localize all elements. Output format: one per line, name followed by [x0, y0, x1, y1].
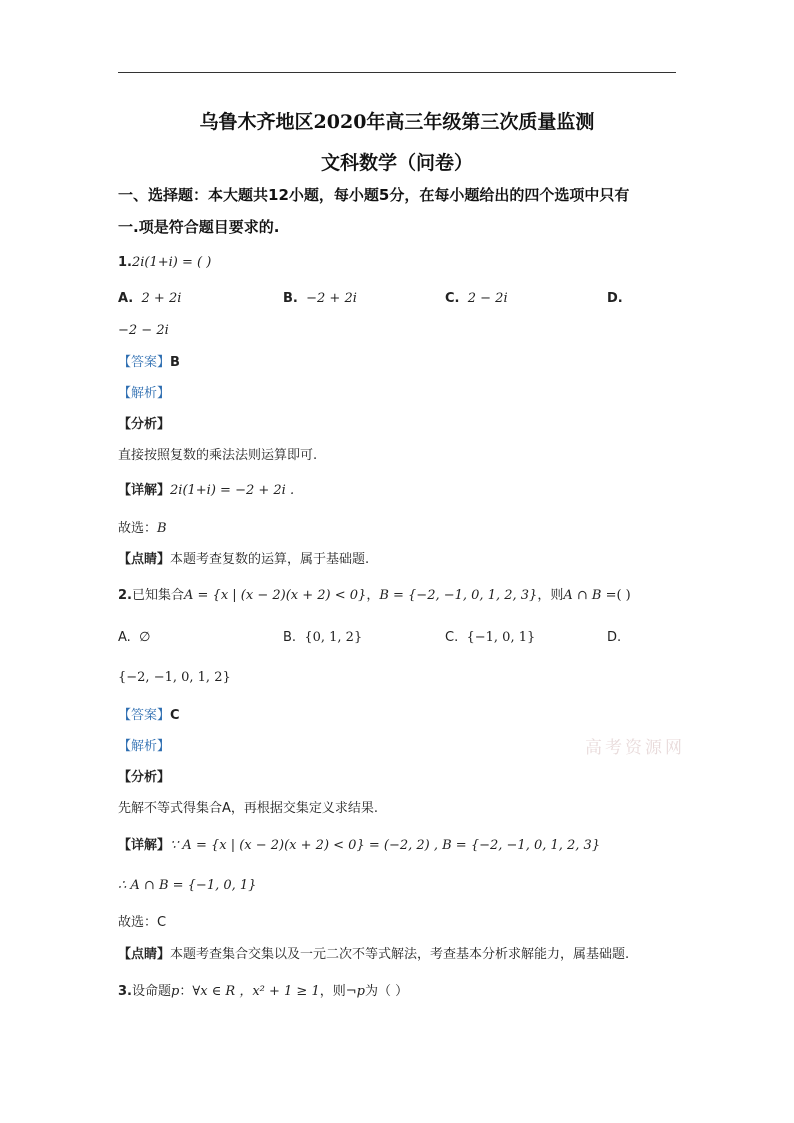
choose-value: C: [157, 915, 167, 930]
q1-fenxi-label: 【分析】: [118, 417, 171, 432]
q1-option-d-value: [118, 322, 169, 340]
stem-suffix: ，则: [319, 984, 346, 999]
header-rule: [118, 72, 676, 73]
q1-choose: [118, 520, 167, 538]
section-heading-line1: 一、选择题：本大题共12小题，每小题5分，在每小题给出的四个选项中只有: [118, 186, 630, 204]
stem-end: 为（ ）: [364, 984, 409, 999]
stem-negation: ¬p: [345, 984, 365, 999]
choose-label: 故选：: [118, 521, 158, 536]
answer-value: C: [170, 708, 180, 723]
stem-question: A ∩ B =: [563, 588, 617, 603]
option-value: −2 − 2i: [118, 323, 169, 338]
detail-math: ∵ A = {x | (x − 2)(x + 2) < 0} = (−2, 2) , B = {−2, −1, 0, 1, 2, 3}: [170, 838, 601, 853]
option-label: A.: [118, 630, 131, 645]
question-3: [118, 983, 408, 1001]
stem-sep: ，: [366, 588, 380, 603]
stem-set-a: A = {x | (x − 2)(x + 2) < 0}: [184, 588, 367, 603]
detail-label: 【详解】: [118, 483, 171, 498]
question-number: 1.: [118, 255, 132, 270]
answer-label: 【答案】: [118, 355, 171, 370]
review-text: 本题考查复数的运算，属于基础题.: [170, 552, 370, 567]
option-value: 2 + 2i: [141, 291, 182, 306]
option-label: A.: [118, 291, 134, 306]
q2-review: [118, 946, 629, 964]
stem-paren: ( ): [616, 588, 631, 603]
question-1: [118, 254, 211, 272]
stem-prefix: 已知集合: [131, 588, 184, 603]
q2-option-d: [607, 629, 621, 647]
review-label: 【点睛】: [118, 947, 171, 962]
q1-fenxi-text: 直接按照复数的乘法法则运算即可.: [118, 448, 318, 463]
q2-detail-line2: [118, 877, 256, 895]
q2-option-b: [283, 629, 362, 647]
detail-math: 2i(1+i) = −2 + 2i .: [170, 483, 295, 498]
question-stem: 2i(1+i) = ( ): [131, 255, 212, 270]
stem-suffix: ，则: [537, 588, 564, 603]
q1-option-a: [118, 290, 181, 308]
q2-option-c: [445, 629, 535, 647]
option-value: 2 − 2i: [467, 291, 508, 306]
question-number: 2.: [118, 588, 132, 603]
watermark: 高考资源网: [585, 738, 685, 758]
q1-detail: [118, 482, 294, 500]
q2-analysis-label: 【解析】: [118, 739, 171, 754]
stem-p: p: [171, 984, 180, 999]
q1-option-c: [445, 290, 508, 308]
section-heading-line2: 一.项是符合题目要求的.: [118, 218, 280, 236]
stem-set-b: B = {−2, −1, 0, 1, 2, 3}: [379, 588, 538, 603]
stem-colon: ：: [179, 984, 193, 999]
q1-answer: [118, 354, 180, 372]
stem-prefix: 设命题: [131, 984, 171, 999]
paper-title: 乌鲁木齐地区2020年高三年级第三次质量监测: [199, 111, 595, 133]
option-value: −2 + 2i: [306, 291, 357, 306]
option-label: C.: [445, 630, 459, 645]
option-value: {0, 1, 2}: [304, 630, 363, 645]
option-label: D.: [607, 291, 623, 306]
option-value: {−2, −1, 0, 1, 2}: [118, 670, 231, 685]
question-2: [118, 587, 631, 605]
review-label: 【点睛】: [118, 552, 171, 567]
q2-detail: [118, 837, 600, 855]
choose-label: 故选：: [118, 915, 158, 930]
option-label: D.: [607, 630, 622, 645]
option-label: B.: [283, 291, 298, 306]
q2-choose: [118, 914, 166, 932]
q2-answer: [118, 707, 180, 725]
review-text: 本题考查集合交集以及一元二次不等式解法，考查基本分析求解能力，属基础题.: [170, 947, 630, 962]
q2-option-d-value: [118, 669, 231, 687]
answer-value: B: [170, 355, 180, 370]
choose-value: B: [157, 521, 167, 536]
q1-option-b: [283, 290, 357, 308]
option-label: B.: [283, 630, 297, 645]
answer-label: 【答案】: [118, 708, 171, 723]
q2-fenxi-text: 先解不等式得集合A，再根据交集定义求结果.: [118, 801, 379, 816]
question-number: 3.: [118, 984, 132, 999]
stem-math: ∀x ∈ R ，x² + 1 ≥ 1: [192, 984, 320, 999]
q2-fenxi-label: 【分析】: [118, 770, 171, 785]
option-value: ∅: [139, 630, 151, 645]
q1-analysis-label: 【解析】: [118, 386, 171, 401]
q1-option-d: [607, 290, 623, 308]
paper-subtitle: 文科数学（问卷）: [320, 152, 473, 174]
q2-option-a: [118, 629, 150, 647]
q1-review: [118, 551, 369, 569]
detail-label: 【详解】: [118, 838, 171, 853]
option-label: C.: [445, 291, 460, 306]
option-value: {−1, 0, 1}: [466, 630, 536, 645]
detail-math-2: ∴ A ∩ B = {−1, 0, 1}: [118, 878, 257, 893]
